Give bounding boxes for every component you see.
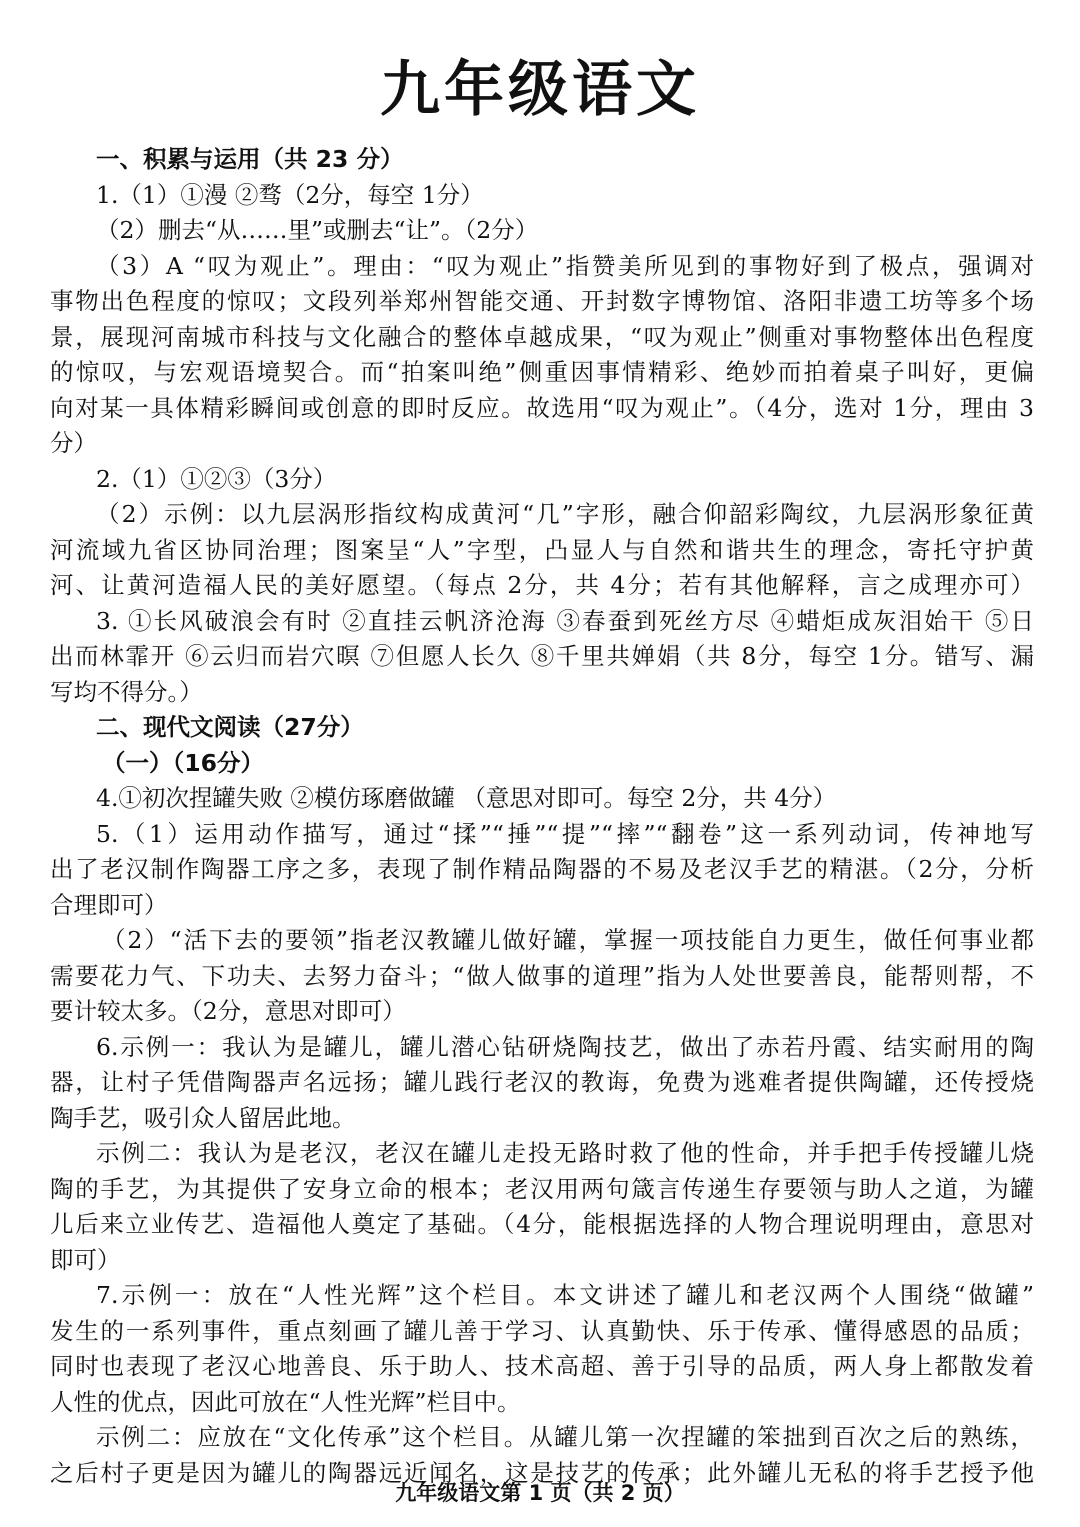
answer-line: 出了老汉制作陶器工序之多，表现了制作精品陶器的不易及老汉手艺的精湛。（2分，分析 [50,855,1034,883]
answer-line: 1.（1）①漫 ②骛（2分，每空 1分） [96,180,484,209]
answer-body [50,142,1034,1491]
answer-line: 人性的优点，因此可放在“人性光辉”栏目中。 [50,1387,521,1416]
answer-line: 示例二：我认为是老汉，老汉在罐儿走投无路时救了他的性命，并手把手传授罐儿烧 [96,1139,1034,1167]
answer-line: （2）“活下去的要领”指老汉教罐儿做好罐，掌握一项技能自力更生，做任何事业都 [102,926,1034,954]
answer-line: （2）示例：以九层涡形指纹构成黄河“几”字形，融合仰韶彩陶纹，九层涡形象征黄 [96,500,1034,528]
answer-line: 即可） [50,1245,121,1274]
answer-line: 需要花力气、下功夫、去努力奋斗；“做人做事的道理”指为人处世要善良，能帮则帮，不 [50,961,1034,990]
answer-line: 河流域九省区协同治理；图案呈“人”字型，凸显人与自然和谐共生的理念，寄托守护黄 [50,535,1034,564]
answer-line: 7.示例一：放在“人性光辉”这个栏目。本文讲述了罐儿和老汉两个人围绕“做罐” [96,1281,1034,1309]
answer-line: 6.示例一：我认为是罐儿，罐儿潜心钻研烧陶技艺，做出了赤若丹霞、结实耐用的陶 [96,1032,1034,1061]
answer-line: 之后村子更是因为罐儿的陶器远近闻名，这是技艺的传承；此外罐儿无私的将手艺授予他 [50,1458,1034,1487]
answer-line: 5.（1）运用动作描写，通过“揉”“捶”“提”“摔”“翻卷”这一系列动词，传神地写 [96,819,1034,848]
page-title: 九年级语文 [380,55,700,125]
section-heading-1: 一、积累与运用（共 23 分） [96,145,404,173]
answer-line: （2）删去“从……里”或删去“让”。（2分） [96,216,539,244]
answer-line: 陶手艺，吸引众人留居此地。 [50,1103,356,1132]
answer-line: 发生的一系列事件，重点刻画了罐儿善于学习、认真勤快、乐于传承、懂得感恩的品质； [50,1316,1034,1345]
answer-line: 写均不得分。） [50,677,203,706]
answer-line: 事物出色程度的惊叹；文段列举郑州智能交通、开封数字博物馆、洛阳非遗工坊等多个场 [50,287,1034,315]
answer-line: 3. ①长风破浪会有时 ②直挂云帆济沧海 ③春蚕到死丝方尽 ④蜡炬成灰泪始干 ⑤日 [96,606,1034,635]
answer-line: 要计较太多。（2分，意思对即可） [50,997,406,1025]
answer-line: 合理即可） [50,890,168,919]
answer-line: 2.（1）①②③（3分） [96,464,337,493]
answer-line: 示例二：应放在“文化传承”这个栏目。从罐儿第一次捏罐的笨拙到百次之后的熟练， [96,1423,1034,1451]
answer-line: 4.①初次捏罐失败 ②模仿琢磨做罐 （意思对即可。每空 2分，共 4分） [96,784,837,812]
answer-line: 儿后来立业传艺、造福他人奠定了基础。（4分，能根据选择的人物合理说明理由，意思对 [50,1210,1034,1238]
answer-line: 分） [50,429,97,457]
answer-line: 向对某一具体精彩瞬间或创意的即时反应。故选用“叹为观止”。（4分，选对 1分，理由 3 [50,393,1034,422]
answer-line: 出而林霏开 ⑥云归而岩穴暝 ⑦但愿人长久 ⑧千里共婵娟（共 8分，每空 1分。错写、漏 [50,642,1034,670]
subsection-heading: （一）（16分） [102,748,264,777]
section-heading-2: 二、现代文阅读（27分） [96,713,364,741]
answer-line: 同时也表现了老汉心地善良、乐于助人、技术高超、善于引导的品质，两人身上都散发着 [50,1352,1034,1380]
answer-line: 陶的手艺，为其提供了安身立命的根本；老汉用两句箴言传递生存要领与助人之道，为罐 [50,1174,1034,1203]
answer-line: 河、让黄河造福人民的美好愿望。（每点 2分，共 4分；若有其他解释，言之成理亦可） [50,571,1034,599]
answer-line: 的惊叹，与宏观语境契合。而“拍案叫绝”侧重因事情精彩、绝妙而拍着桌子叫好，更偏 [50,358,1034,386]
answer-line: 器，让村子凭借陶器声名远扬；罐儿践行老汉的教诲，免费为逃难者提供陶罐，还传授烧 [50,1068,1034,1096]
answer-line: 景，展现河南城市科技与文化融合的整体卓越成果，“叹为观止”侧重对事物整体出色程度 [50,322,1034,351]
answer-line: （3）A “叹为观止”。理由：“叹为观止”指赞美所见到的事物好到了极点，强调对 [96,251,1034,280]
page-footer: 九年级语文第 1 页（共 2 页） [395,1481,685,1505]
